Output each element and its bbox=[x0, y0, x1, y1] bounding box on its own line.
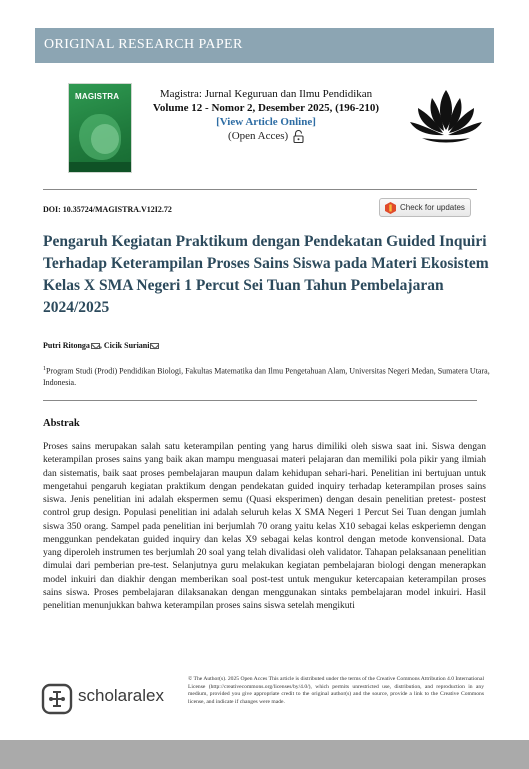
doi-label: DOI: 10.35724/MAGISTRA.V12I2.72 bbox=[43, 205, 172, 214]
cover-title: MAGISTRA bbox=[75, 92, 120, 101]
article-title: Pengaruh Kegiatan Praktikum dengan Pendekatan Guided Inquiri Terhadap Keterampilan Proses Sains Siswa pada Materi Ekosistem Kelas X SMA Negeri 1 Percut Sei Tuan Tahun Pembelajaran 2024/2025 bbox=[43, 233, 489, 316]
journal-cover-image bbox=[68, 83, 132, 173]
journal-volume: Volume 12 - Nomor 2, Desember 2025, (196-210) bbox=[152, 102, 380, 114]
publisher-name: scholaralex bbox=[78, 686, 164, 705]
paper-type-banner bbox=[35, 28, 494, 63]
scholaralex-logo-icon bbox=[41, 683, 73, 715]
check-updates-label: Check for updates bbox=[400, 203, 465, 212]
cover-strip bbox=[69, 162, 131, 172]
author-name: Putri Ritonga bbox=[43, 341, 90, 350]
journal-name: Magistra: Jurnal Keguruan dan Ilmu Pendidikan bbox=[159, 88, 373, 100]
authors bbox=[43, 341, 159, 350]
email-icon[interactable] bbox=[150, 343, 159, 349]
author-name: , Cicik Suriani bbox=[99, 341, 150, 350]
check-for-updates-button[interactable] bbox=[379, 198, 471, 217]
abstract-body: Proses sains merupakan salah satu keterampilan penting yang harus dimiliki oleh siswa saat ini. Siswa dengan keterampilan proses sains yang baik akan mampu menguasai materi pelajaran dan memiliki pola pikir yang ilmiah dan sistematis, baik saat proses pembelajaran maupun dalam kehidupan sehari-hari. Penelitian ini bertujuan untuk mengetahui pengaruh kegiatan praktikum dengan pendekatan guided inquiry terhadap keterampilan proses sains siswa. Jenis penelitian ini adalah ekspermen semu (Quasi eksperimen) dengan desain penelitian pretest- postest control grup design. Populasi penelitian ini adalah seluruh kelas X SMA Negeri 1 Percut Sei Tuan dengan jumlah siswa 350 orang. Sampel pada penelitian ini berjumlah 70 orang yaitu kelas X10 sebagai kelas eskperiemn dengan menggunkan pendekatan guided inquiry dan kelas X9 sebagai kelas kontrol dengan metode konvensional. Data yang diperoleh instrumen tes berjumlah 20 soal yang telah divalidasi oleh validator. Tahapan pelaksanaan penelitian dimulai dari pemberian pre-test. Selanjutnya guru melakukan kegiatan pembelajaran biologi dengan menerapkan model inkuiri dan diakhir dengan memberikan soal post-test untuk mengukur ketercapaian keterampilan proses sains siswa. Proses pembelajaran dilaksanakan dengan menggunakan sintaks pembelajaran model inkuiri. Hasil penelitian menunjukkan bahwa keterampilan proses sains siswa setelah mengikuti bbox=[43, 442, 486, 611]
affiliation-text: Program Studi (Prodi) Pendidikan Biologi, Fakultas Matematika dan Ilmu Pengetahuan Alam, Universitas Negeri Medan, Sumatera Utara, Indonesia. bbox=[43, 366, 490, 387]
license-text: © The Author(s). 2025 Open Acces This article is distributed under the terms of the Creative Commons Attribution 4.0 International License (http://creativecommons.org/licenses/by/4.0/), which permits unrestricted use, distribution, and reproduction in any medium, provided you give appropriate credit to the original author(s) and the source, provide a link to the Creative Commons license, and indicate if changes were made. bbox=[188, 676, 484, 705]
affiliation-marker: 1 bbox=[43, 366, 46, 372]
view-article-link[interactable]: [View Article Online] bbox=[216, 116, 316, 128]
open-access-row bbox=[140, 129, 392, 143]
header-divider bbox=[43, 189, 477, 190]
open-access-label: (Open Acces) bbox=[228, 130, 289, 142]
footer-bar bbox=[0, 740, 529, 769]
affiliation bbox=[43, 364, 493, 388]
journal-info bbox=[140, 87, 392, 143]
lotus-logo-icon bbox=[408, 86, 484, 148]
abstract-heading: Abstrak bbox=[43, 418, 80, 429]
section-divider bbox=[43, 400, 477, 401]
paper-type-label: ORIGINAL RESEARCH PAPER bbox=[44, 37, 243, 52]
check-updates-icon bbox=[384, 202, 397, 214]
email-icon[interactable] bbox=[91, 343, 100, 349]
open-lock-icon bbox=[293, 130, 304, 143]
cover-decoration bbox=[91, 124, 119, 154]
